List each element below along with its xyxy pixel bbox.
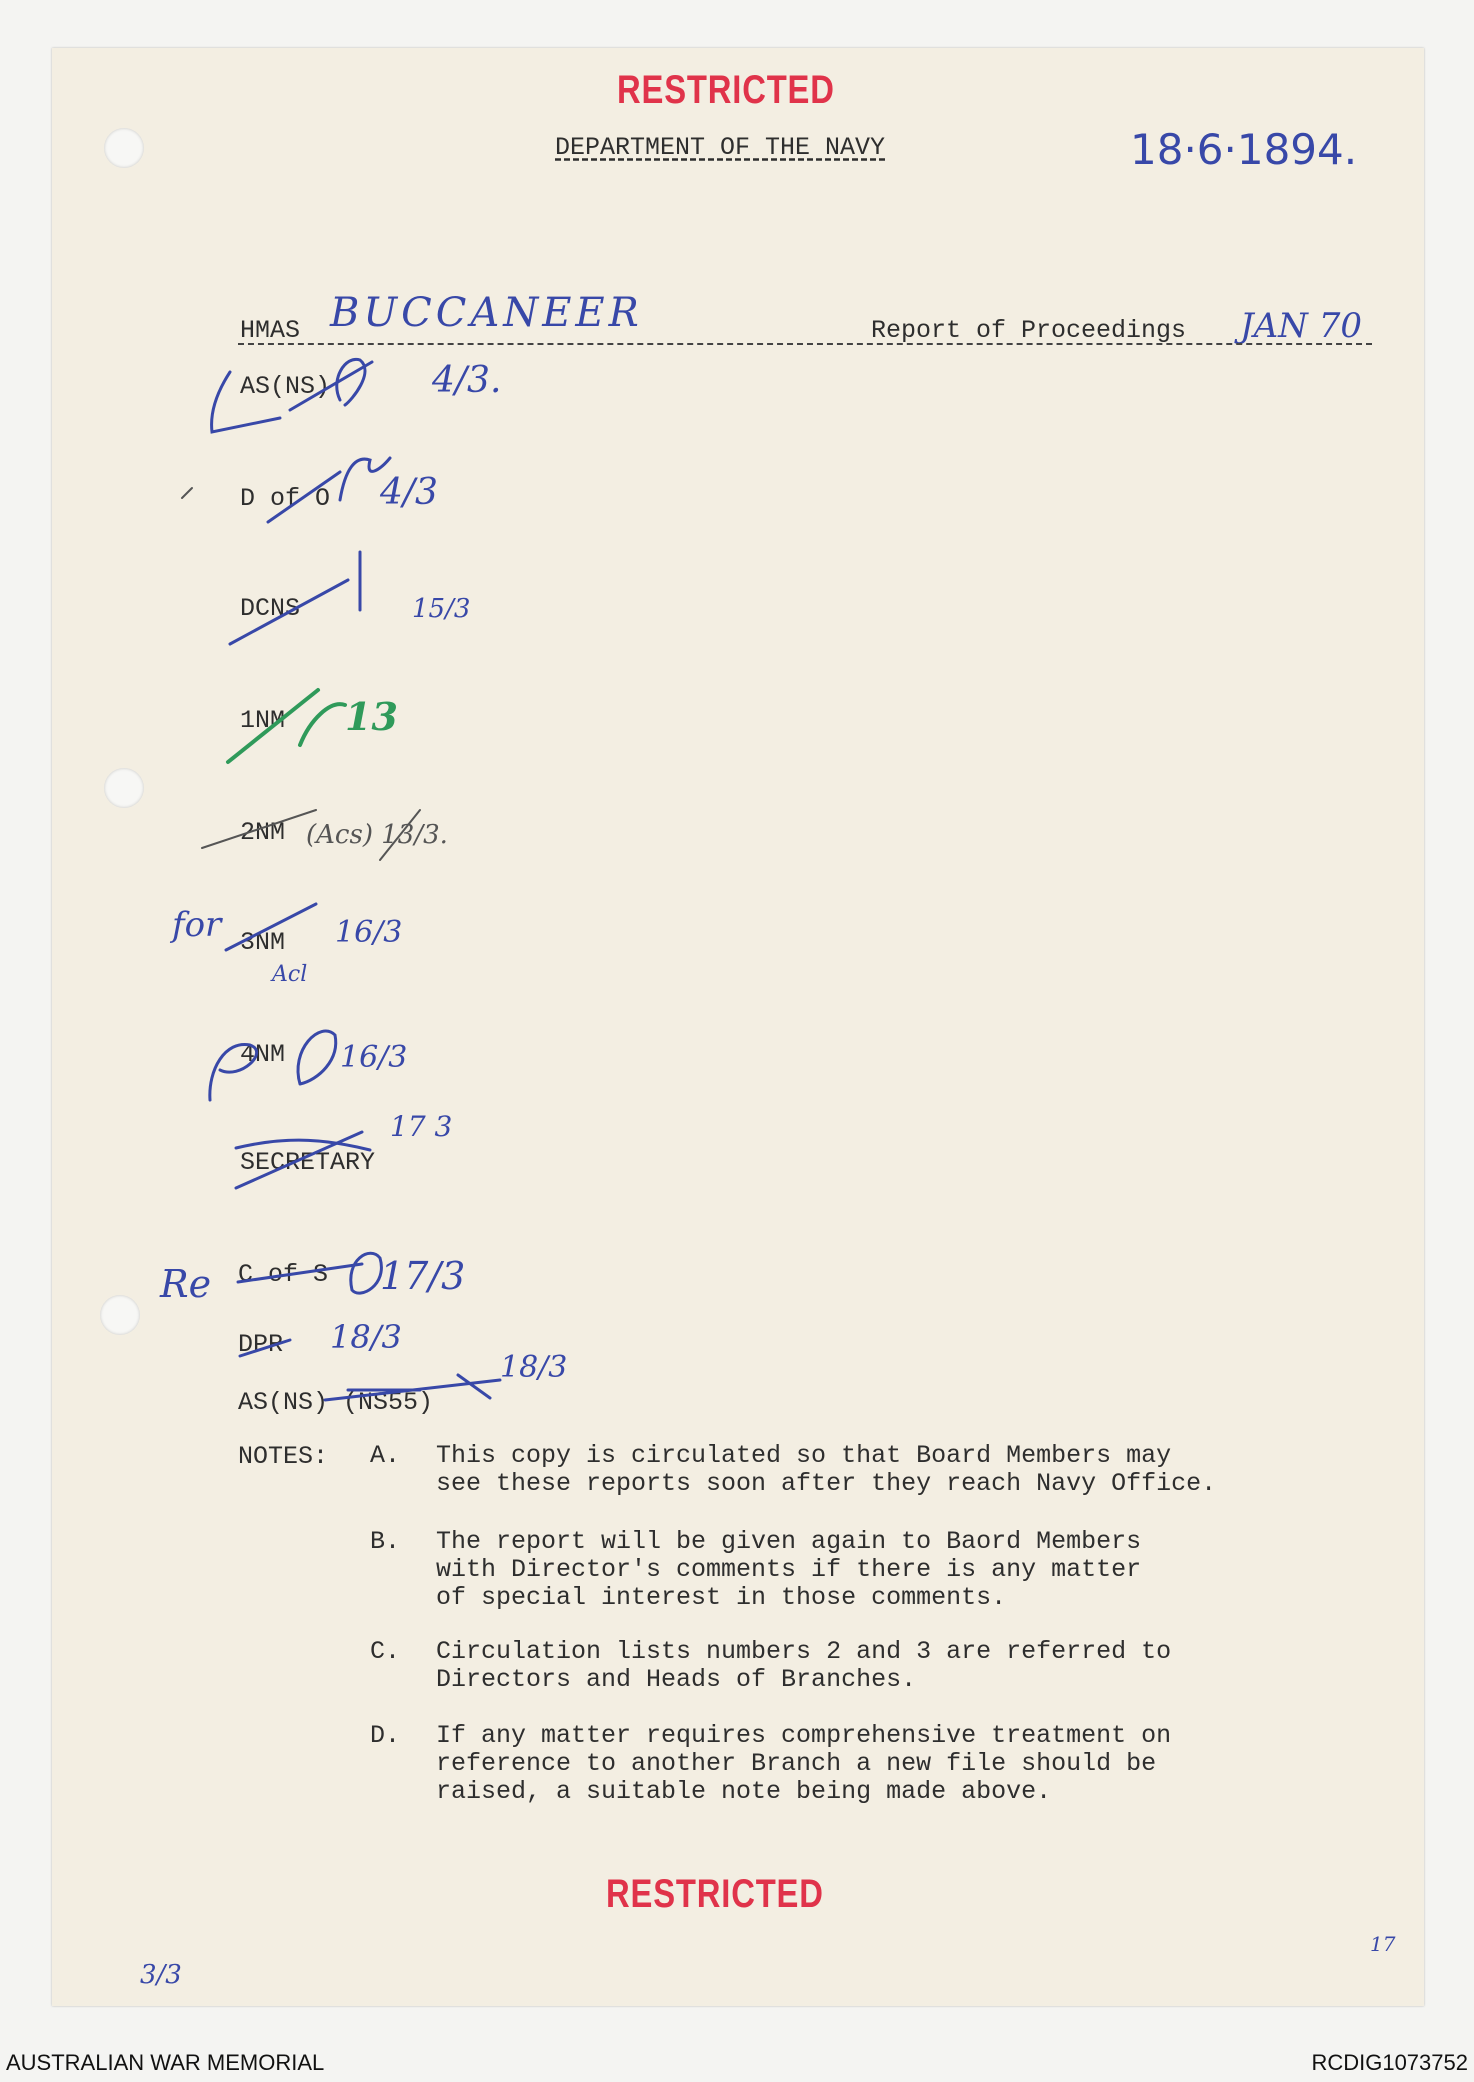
circulation-label: 4NM: [240, 1040, 286, 1069]
circulation-label: C of S: [238, 1260, 329, 1289]
circulation-label: AS(NS) (NS55): [238, 1388, 434, 1417]
circulation-initials: 16/3: [335, 915, 403, 950]
note-text: Circulation lists numbers 2 and 3 are referred to Directors and Heads of Branches.: [436, 1637, 1172, 1694]
margin-note-re: Re: [160, 1262, 212, 1306]
circulation-initials: 17/3: [380, 1254, 466, 1298]
circulation-initials: 18/3: [330, 1318, 402, 1356]
circulation-initials: 4/3.: [432, 360, 502, 401]
report-period-handwritten: JAN 70: [1240, 306, 1363, 346]
note-item: [370, 1528, 1370, 1618]
note-letter: B.: [370, 1527, 401, 1556]
circulation-initials: 15/3: [412, 594, 471, 624]
circulation-label: DPR: [238, 1330, 284, 1359]
restricted-stamp-bottom: RESTRICTED: [606, 1872, 824, 1916]
circulation-initials: 4/3: [380, 472, 438, 513]
note-text: This copy is circulated so that Board Members may see these reports soon after they reach Navy Office.: [436, 1441, 1217, 1498]
circulation-label: 2NM: [240, 818, 286, 847]
margin-note-for: for: [172, 905, 222, 945]
circulation-label: AS(NS): [240, 372, 331, 401]
department-heading: DEPARTMENT OF THE NAVY: [555, 133, 886, 162]
note-letter: A.: [370, 1441, 401, 1470]
restricted-stamp-top: RESTRICTED: [617, 68, 835, 112]
note-text: The report will be given again to Baord Members with Director's comments if there is any matter of special interest in those comments.: [436, 1527, 1142, 1612]
footer-record-id: RCDIG1073752: [1311, 2050, 1468, 2075]
note-letter: C.: [370, 1637, 401, 1666]
ship-name-handwritten: BUCCANEER: [330, 290, 643, 336]
ship-label: HMAS: [240, 316, 301, 345]
footer-institution: AUSTRALIAN WAR MEMORIAL: [6, 2050, 325, 2075]
circulation-label: 3NM: [240, 928, 286, 957]
notes-heading: NOTES:: [238, 1442, 329, 1471]
circulation-initials: 17 3: [390, 1110, 453, 1143]
note-text: If any matter requires comprehensive treatment on reference to another Branch a new file should be raised, a suitable note being made above.: [436, 1721, 1172, 1806]
margin-note-bottom-right: 17: [1370, 1932, 1396, 1956]
note-item: [370, 1442, 1370, 1502]
circulation-label: DCNS: [240, 594, 301, 623]
circulation-label: 1NM: [240, 706, 286, 735]
circulation-initials: 13: [345, 694, 398, 739]
margin-note-acl: Acl: [272, 962, 308, 987]
circulation-label: SECRETARY: [240, 1148, 376, 1177]
note-letter: D.: [370, 1721, 401, 1750]
report-label: Report of Proceedings: [871, 316, 1187, 345]
circulation-initials: 18/3: [500, 1350, 568, 1385]
circulation-label: D of O: [240, 484, 331, 513]
margin-note-bottom-left: 3/3: [140, 1960, 182, 1990]
circulation-initials: (Acs) 13/3.: [306, 820, 448, 850]
note-item: [370, 1722, 1370, 1812]
note-item: [370, 1638, 1370, 1698]
handwritten-date: 18·6·1894.: [1130, 125, 1358, 174]
circulation-initials: 16/3: [340, 1040, 408, 1075]
